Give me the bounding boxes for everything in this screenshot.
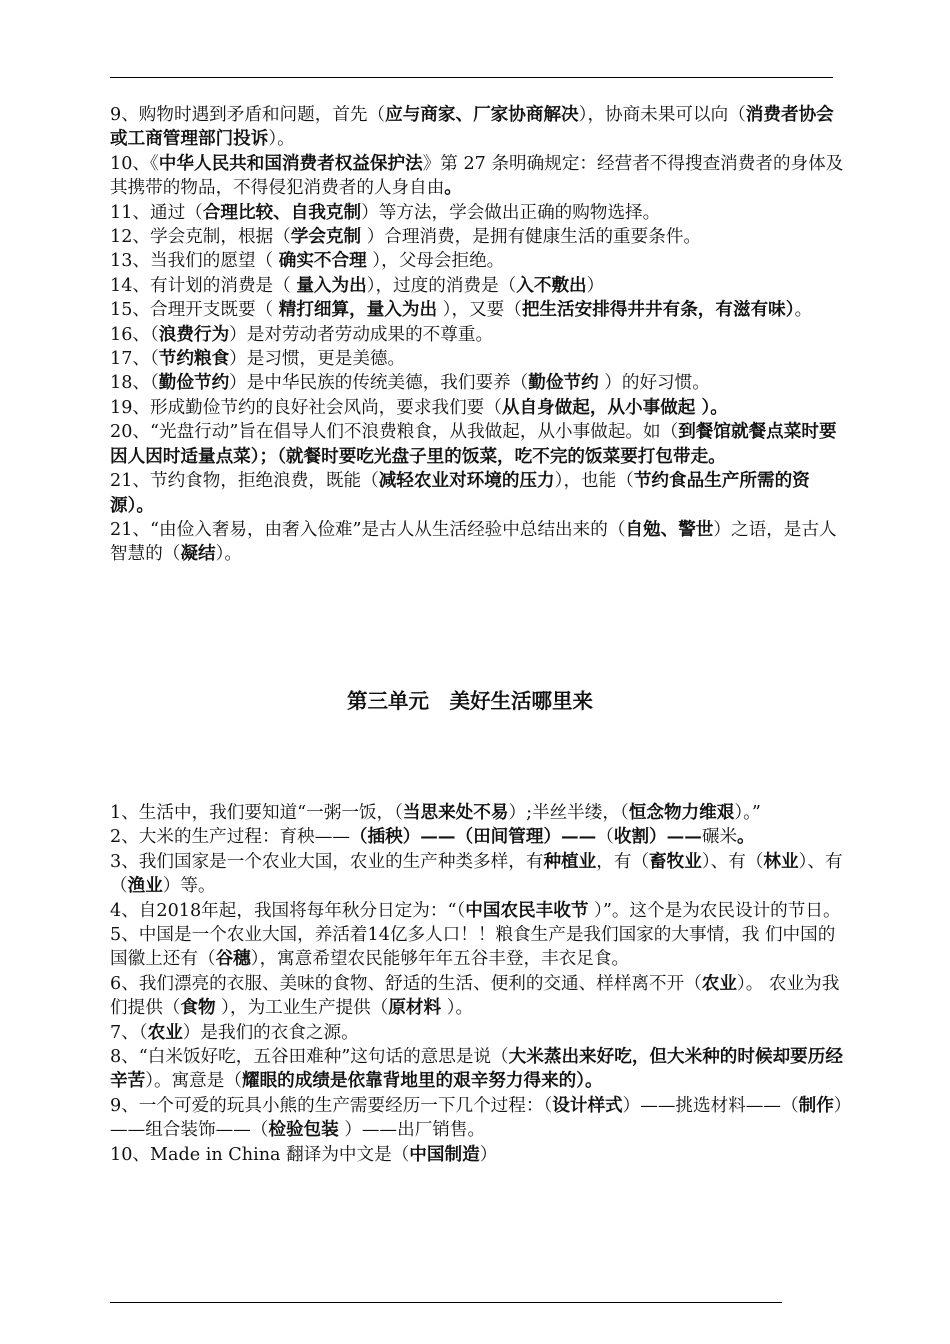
list-item <box>110 371 845 395</box>
answer-text: 畜牧业 <box>649 850 702 872</box>
header-rule <box>110 77 833 78</box>
question-text: 17、（ <box>110 349 159 370</box>
question-text: ），父母会拒绝。 <box>366 251 505 272</box>
answer-text: 中国农民丰收节 <box>465 899 589 921</box>
list-item <box>110 801 845 825</box>
question-text: ）是对劳动者劳动成果的不尊重。 <box>229 324 494 345</box>
answer-text: 中国制造 <box>409 1143 480 1165</box>
question-text: ）——挑选材料——（ <box>622 1095 799 1116</box>
answer-text: 渔业 <box>127 875 163 897</box>
question-text: ）的好习惯。 <box>598 373 710 394</box>
list-item <box>110 825 845 849</box>
unit-title: 第三单元 美好生活哪里来 <box>347 689 593 713</box>
question-text: ）。 农业为我们提供（ <box>110 973 840 1019</box>
question-text: 18、（ <box>110 373 159 394</box>
question-text: ）是我们的衣食之源。 <box>182 1022 359 1043</box>
section-consumer-rights <box>110 103 845 567</box>
answer-text: 收割）—— <box>613 826 702 848</box>
question-text: ），寓意希望农民能够年年五谷丰登，丰衣足食。 <box>250 949 630 970</box>
question-text: 2、大米的生产过程：育秧—— <box>110 827 350 848</box>
question-text: 3、我们国家是一个农业大国，农业的生产种类多样，有 <box>110 851 544 872</box>
question-text: ），也能（ <box>554 471 634 492</box>
answer-text: 学会克制 <box>290 226 362 248</box>
question-text: ），过度的消费是（ <box>366 275 517 296</box>
question-text: ），又要（ <box>437 300 522 321</box>
answer-text: 到餐馆就餐点菜时要因人因时适量点菜）；（就餐时要吃光盘子里的饭菜，吃不完的饭菜要打包带走。 <box>110 421 837 467</box>
question-text: 4、自2018年起，我国将每年秋分日定为：“（ <box>110 900 466 921</box>
answer-text: 应与商家、厂家协商解决 <box>385 104 579 125</box>
answer-text: 。 <box>444 177 462 199</box>
question-text: 12、学会克制，根据（ <box>110 227 291 248</box>
question-text: ）。” <box>734 803 761 823</box>
answer-text: 合理比较、自我克制 <box>202 201 362 223</box>
question-text: 1、生活中，我们要知道“一粥一饭，（ <box>110 803 403 823</box>
list-item <box>110 1021 845 1045</box>
question-text: ）之语，是古人智慧的（ <box>110 519 837 565</box>
answer-text: 凝结 <box>180 543 216 565</box>
question-text: ）、有（ <box>701 851 764 872</box>
question-text: 碾米 <box>701 827 738 848</box>
answer-text: 设计样式 <box>552 1094 623 1116</box>
question-text: 21、节约食物，拒绝浪费，既能（ <box>110 471 379 492</box>
question-text: 10、《 <box>110 153 159 174</box>
answer-text: 勤俭节约 <box>528 372 599 394</box>
list-item <box>110 1094 845 1143</box>
answer-text: 自勉、警世 <box>625 518 714 540</box>
list-item <box>110 225 845 249</box>
question-text: ，有（ <box>596 851 650 872</box>
answer-text: 浪费行为 <box>158 323 230 345</box>
answer-text: 农业 <box>147 1021 183 1043</box>
list-item <box>110 518 845 567</box>
question-text: ）”。这个是为农民设计的节日。 <box>588 900 841 921</box>
answer-text: 。 <box>737 826 755 848</box>
question-text: 5、中国是一个农业大国，养活着14亿多人口！！粮食生产是我们国家的大事情，我 们中国的国徽上还有（ <box>110 925 836 970</box>
question-text: 8、“白米饭好吃，五谷田难种”这句话的意思是说（ <box>110 1047 509 1068</box>
answer-text: 勤俭节约 <box>158 372 230 394</box>
question-text: ），协商未果可以向（ <box>578 105 746 125</box>
answer-text: 农业 <box>701 972 737 994</box>
list-item <box>110 1045 845 1094</box>
answer-text: 大米蒸出来好吃，但大米种的时候却要历经辛苦 <box>110 1046 843 1092</box>
list-item <box>110 972 845 1021</box>
question-text: 6、我们漂亮的衣服、美味的食物、舒适的生活、便利的交通、样样离不开（ <box>110 973 702 994</box>
list-item <box>110 1143 845 1167</box>
answer-text: 林业 <box>763 850 799 872</box>
question-text: ）。 <box>441 998 474 1019</box>
question-text: ）。寓意是（ <box>145 1071 242 1092</box>
question-text: 15、合理开支既要（ <box>110 300 279 321</box>
list-item <box>110 899 845 923</box>
answer-text: 当思来处不易 <box>402 802 509 823</box>
answer-text: 节约食品生产所需的资源）。 <box>110 470 810 516</box>
answer-text: 入不敷出 <box>516 274 587 296</box>
answer-text: 消费者协会或工商管理部门投诉 <box>110 104 834 150</box>
list-item <box>110 249 845 273</box>
list-item <box>110 347 845 371</box>
answer-text: 把生活安排得井井有条，有滋有味） <box>521 299 795 321</box>
list-item <box>110 420 845 469</box>
answer-text: 食物 <box>180 997 216 1019</box>
answer-text: 种植业 <box>543 850 597 872</box>
question-text: 21、“由俭入奢易，由奢入俭难”是古人从生活经验中总结出来的（ <box>110 519 626 540</box>
answer-text: 恒念物力维艰 <box>628 802 735 823</box>
list-item <box>110 396 845 420</box>
list-item <box>110 923 845 972</box>
answer-text: 确实不合理 <box>278 250 367 272</box>
question-text: ） <box>586 275 605 296</box>
footer-rule <box>110 1302 782 1303</box>
question-text: ）。 <box>268 129 295 150</box>
list-item <box>110 850 845 899</box>
question-text: ）——组合装饰——（ <box>110 1095 843 1141</box>
list-item <box>110 323 845 347</box>
answer-text: 减轻农业对环境的压力 <box>378 470 555 492</box>
question-text: ），为工业生产提供（ <box>215 998 389 1019</box>
question-text: 7、（ <box>110 1022 148 1043</box>
list-item <box>110 298 845 322</box>
list-item <box>110 274 845 298</box>
question-text: ）是习惯，更是美德。 <box>229 349 406 370</box>
answer-text: 精打细算，量入为出 <box>278 299 438 321</box>
question-text: 10、Made in China 翻译为中文是（ <box>110 1144 410 1165</box>
question-text: 19、形成勤俭节约的良好社会风尚，要求我们要（ <box>110 397 502 418</box>
answer-text: 从自身做起，从小事做起 ）。 <box>501 396 728 418</box>
question-text: ）——出厂销售。 <box>338 1120 486 1141</box>
list-item <box>110 469 845 518</box>
question-text: ）、有（ <box>110 851 843 897</box>
answer-text: 量入为出 <box>296 274 367 296</box>
section-agriculture <box>110 801 845 1167</box>
question-text: 13、当我们的愿望（ <box>110 251 279 272</box>
answer-text: 谷穗 <box>215 948 251 970</box>
answer-text: 耀眼的成绩是依靠背地里的艰辛努力得来的）。 <box>241 1070 603 1092</box>
question-text: 20、“光盘行动”旨在倡导人们不浪费粮食，从我做起，从小事做起。如（ <box>110 422 679 443</box>
question-text: ）等方法，学会做出正确的购物选择。 <box>361 202 661 223</box>
question-text: 9、一个可爱的玩具小熊的生产需要经历一下几个过程：（ <box>110 1095 553 1116</box>
question-text: ）。 <box>215 544 242 565</box>
list-item <box>110 201 845 225</box>
question-text: 16、（ <box>110 324 159 345</box>
answer-text: 制作 <box>798 1094 834 1116</box>
question-text: ）等。 <box>162 876 216 897</box>
question-text: ） <box>479 1144 498 1165</box>
question-text: （ <box>596 827 614 848</box>
answer-text: 节约粮食 <box>158 348 230 370</box>
answer-text: 中华人民共和国消费者权益保护法 <box>158 152 423 174</box>
question-text: 14、有计划的消费是（ <box>110 275 297 296</box>
list-item <box>110 152 845 201</box>
answer-text: （插秧）——（田间管理）—— <box>349 826 597 848</box>
question-text: 》第 27 条明确规定：经营者不得搜查消费者的身体及其携带的物品，不得侵犯消费者的人身自由 <box>110 153 844 199</box>
answer-text: 检验包装 <box>268 1119 339 1141</box>
list-item <box>110 103 845 152</box>
question-text: 9、购物时遇到矛盾和问题，首先（ <box>110 105 386 125</box>
question-text: 。 <box>794 300 813 321</box>
question-text: ）;半丝半缕，（ <box>508 803 629 823</box>
question-text: ）合理消费，是拥有健康生活的重要条件。 <box>361 227 702 248</box>
answer-text: 原材料 <box>388 997 442 1019</box>
question-text: ）是中华民族的传统美德，我们要养（ <box>229 373 529 394</box>
question-text: 11、通过（ <box>110 202 203 223</box>
